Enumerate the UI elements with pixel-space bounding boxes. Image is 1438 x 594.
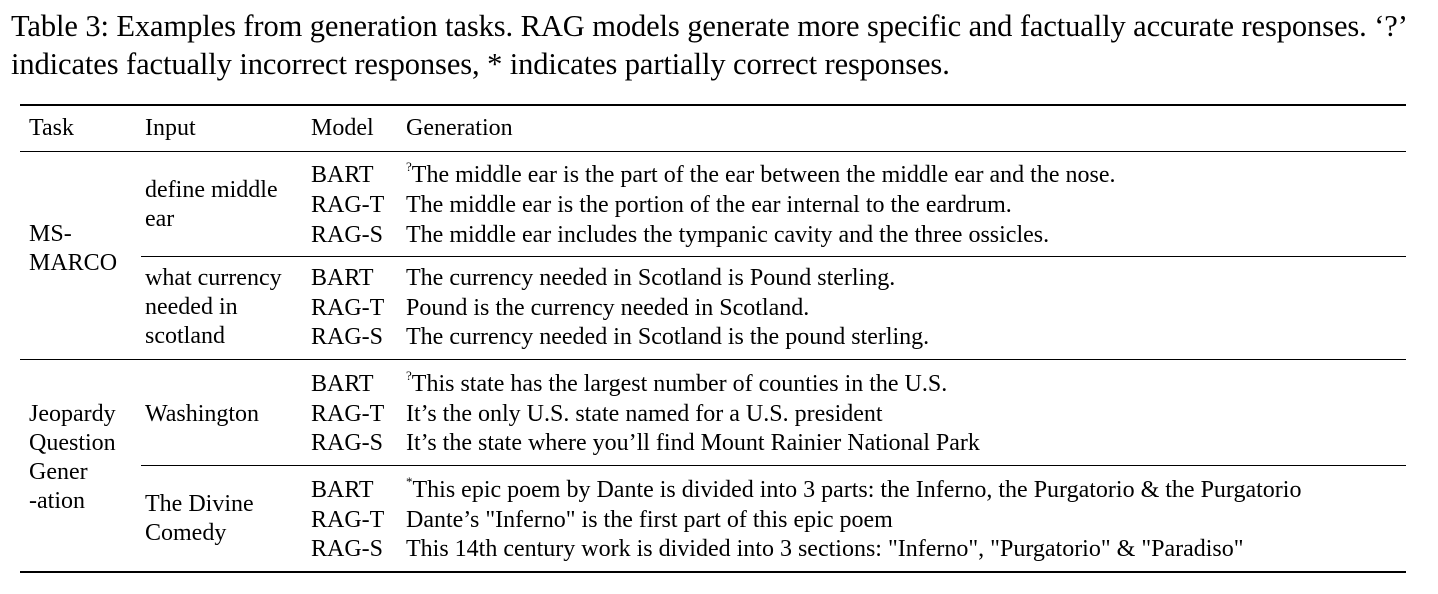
input-divider xyxy=(141,465,1406,466)
task-name: MS- MARCO xyxy=(29,221,118,276)
header-task: Task xyxy=(29,115,74,141)
generation-text: *This epic poem by Dante is divided into 3 parts: the Inferno, the Purgatorio & the Purgatorio xyxy=(406,474,1302,503)
generation-text: This 14th century work is divided into 3 sections: "Inferno", "Purgatorio" & "Paradiso" xyxy=(406,536,1244,562)
model-label: BART xyxy=(311,265,374,291)
input-text: what currency needed in scotland xyxy=(145,265,282,349)
task-name: Jeopardy Question Gener -ation xyxy=(29,401,116,514)
model-label: BART xyxy=(311,477,374,503)
partial-mark: * xyxy=(406,474,413,489)
generation-text: It’s the only U.S. state named for a U.S. president xyxy=(406,401,883,427)
model-label: RAG-T xyxy=(311,192,385,218)
model-label: BART xyxy=(311,162,374,188)
model-label: RAG-S xyxy=(311,222,384,248)
generation-text: The currency needed in Scotland is Pound sterling. xyxy=(406,265,896,291)
task-divider xyxy=(20,359,1406,360)
header-rule xyxy=(20,151,1406,152)
generation-text: Pound is the currency needed in Scotland. xyxy=(406,295,810,321)
incorrect-mark: ? xyxy=(406,159,412,174)
generation-text: The currency needed in Scotland is the pound sterling. xyxy=(406,324,930,350)
generation-text: The middle ear is the portion of the ear internal to the eardrum. xyxy=(406,192,1012,218)
generation-text: It’s the state where you’ll find Mount Rainier National Park xyxy=(406,430,980,456)
generation-text: ?The middle ear is the part of the ear between the middle ear and the nose. xyxy=(406,159,1116,188)
model-label: RAG-T xyxy=(311,507,385,533)
model-label: RAG-S xyxy=(311,536,384,562)
top-rule xyxy=(20,104,1406,106)
model-label: RAG-T xyxy=(311,401,385,427)
model-label: RAG-S xyxy=(311,324,384,350)
input-text: Washington xyxy=(145,401,260,427)
incorrect-mark: ? xyxy=(406,368,412,383)
model-label: RAG-S xyxy=(311,430,384,456)
input-text: define middle ear xyxy=(145,177,278,232)
table-caption: Table 3: Examples from generation tasks. RAG models generate more specific and factually accurate responses. ‘?’ indicates factually incorrect responses, * indicates partially correct responses. xyxy=(11,9,1406,81)
header-generation: Generation xyxy=(406,115,513,141)
model-label: RAG-T xyxy=(311,295,385,321)
generation-text: The middle ear includes the tympanic cavity and the three ossicles. xyxy=(406,222,1050,248)
header-model: Model xyxy=(311,115,374,141)
input-divider xyxy=(141,256,1406,257)
header-input: Input xyxy=(145,115,196,141)
generation-text: ?This state has the largest number of counties in the U.S. xyxy=(406,368,948,397)
input-text: The Divine Comedy xyxy=(145,491,254,546)
bottom-rule xyxy=(20,571,1406,573)
generation-text: Dante’s "Inferno" is the first part of this epic poem xyxy=(406,507,893,533)
model-label: BART xyxy=(311,371,374,397)
